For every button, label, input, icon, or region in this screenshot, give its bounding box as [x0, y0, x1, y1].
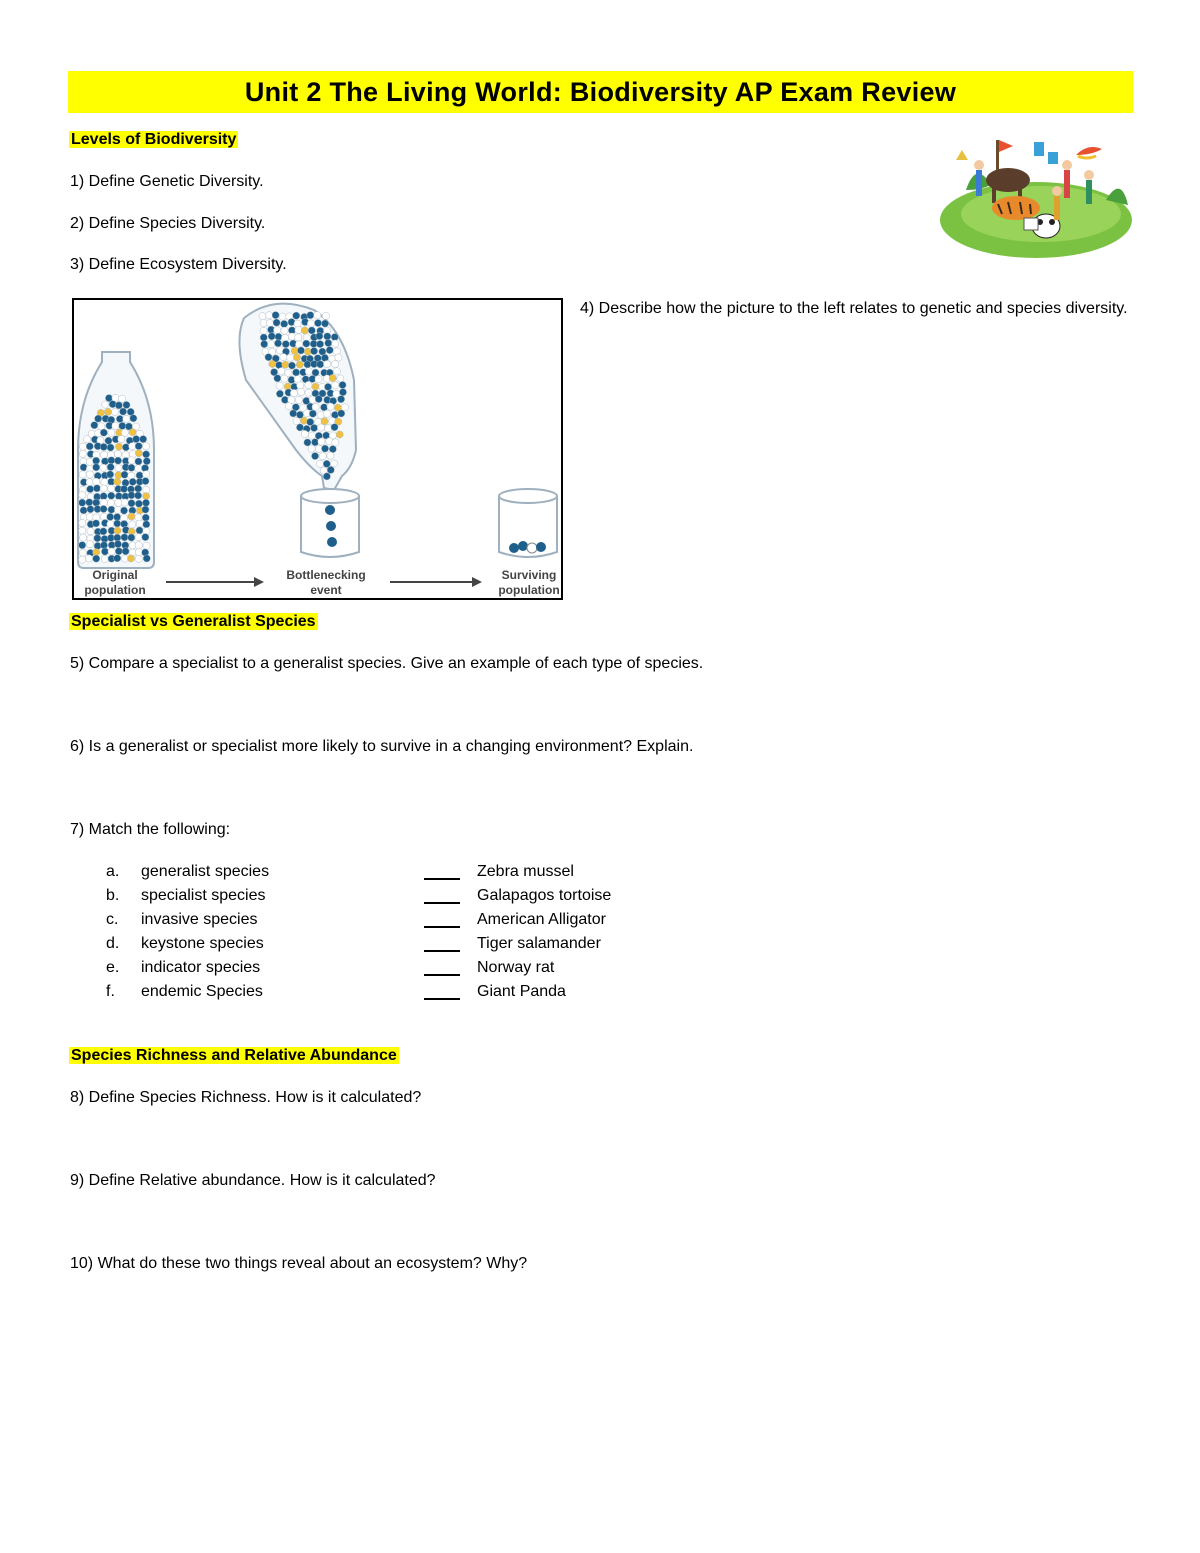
- bead: [123, 415, 130, 422]
- bead: [317, 424, 324, 431]
- bead: [114, 513, 121, 520]
- question-8: 8) Define Species Richness. How is it calculated?: [70, 1089, 422, 1106]
- bead: [100, 451, 107, 458]
- bead: [140, 436, 147, 443]
- bead: [86, 443, 93, 450]
- bead: [135, 450, 142, 457]
- bead: [115, 548, 122, 555]
- bead: [327, 466, 334, 473]
- match-option: Tiger salamander: [477, 935, 601, 952]
- bead: [295, 396, 302, 403]
- bead: [93, 485, 100, 492]
- label-surviving-population: Surviving population: [498, 568, 560, 597]
- bead: [339, 389, 346, 396]
- bead: [121, 429, 128, 436]
- bead: [321, 320, 328, 327]
- bead: [104, 408, 111, 415]
- bead: [282, 361, 289, 368]
- bead: [121, 534, 128, 541]
- answer-blank[interactable]: [424, 926, 460, 928]
- bead: [321, 445, 328, 452]
- bead: [94, 535, 101, 542]
- bead: [100, 542, 107, 549]
- section-heading-levels: Levels of Biodiversity: [71, 131, 237, 148]
- bead: [323, 360, 330, 367]
- bead: [281, 327, 288, 334]
- bead: [79, 542, 86, 549]
- bead: [107, 521, 114, 528]
- bead: [308, 445, 315, 452]
- bead: [86, 471, 93, 478]
- bead: [143, 451, 150, 458]
- bead: [296, 361, 303, 368]
- bead: [120, 485, 127, 492]
- bead: [93, 555, 100, 562]
- bead: [143, 442, 150, 449]
- bead: [314, 312, 321, 319]
- bead: [311, 452, 318, 459]
- bead: [142, 499, 149, 506]
- bead: [114, 541, 121, 548]
- bead: [333, 368, 340, 375]
- question-3: 3) Define Ecosystem Diversity.: [70, 256, 287, 273]
- match-row: [0, 932, 700, 956]
- question-6: 6) Is a generalist or specialist more likely to survive in a changing environment? Explain.: [70, 738, 694, 755]
- bead: [310, 340, 317, 347]
- bead: [118, 435, 125, 442]
- bead: [288, 333, 295, 340]
- bead: [325, 425, 332, 432]
- bead: [314, 319, 321, 326]
- bead: [281, 320, 288, 327]
- bead: [133, 436, 140, 443]
- bead: [95, 415, 102, 422]
- match-term: indicator species: [141, 959, 261, 976]
- bead: [87, 485, 94, 492]
- bead: [266, 312, 273, 319]
- bead: [293, 417, 300, 424]
- bead: [121, 471, 128, 478]
- bead: [323, 460, 330, 467]
- bead: [290, 389, 297, 396]
- bead: [101, 458, 108, 465]
- bead: [87, 528, 94, 535]
- bead: [85, 555, 92, 562]
- bead: [135, 500, 142, 507]
- bead: [292, 369, 299, 376]
- bead: [83, 436, 90, 443]
- bead: [128, 492, 135, 499]
- bead: [115, 443, 122, 450]
- bead: [308, 327, 315, 334]
- bead: [281, 375, 288, 382]
- bead: [319, 453, 326, 460]
- bead: [135, 465, 142, 472]
- bead: [279, 313, 286, 320]
- bead: [285, 403, 292, 410]
- bead: [300, 417, 307, 424]
- bead: [323, 410, 330, 417]
- section-heading-richness: Species Richness and Relative Abundance: [71, 1047, 397, 1064]
- bead: [295, 334, 302, 341]
- bead: [329, 374, 336, 381]
- bead: [86, 479, 93, 486]
- question-4: 4) Describe how the picture to the left relates to genetic and species diversity.: [580, 300, 1128, 317]
- bead: [86, 541, 93, 548]
- bead: [114, 450, 121, 457]
- bead: [114, 555, 121, 562]
- bead: [143, 471, 150, 478]
- bead: [94, 542, 101, 549]
- bead: [268, 341, 275, 348]
- bead: [287, 354, 294, 361]
- bead: [265, 354, 272, 361]
- bead: [79, 499, 86, 506]
- bead: [129, 478, 136, 485]
- bead: [307, 320, 314, 327]
- bead: [274, 340, 281, 347]
- bead: [280, 353, 287, 360]
- bead: [115, 493, 122, 500]
- bead: [143, 521, 150, 528]
- bottleneck-diagram: [74, 300, 561, 598]
- bead: [331, 360, 338, 367]
- bead: [123, 401, 130, 408]
- bead: [135, 492, 142, 499]
- bead: [276, 390, 283, 397]
- bead: [261, 341, 268, 348]
- bead: [269, 360, 276, 367]
- bead: [122, 548, 129, 555]
- bead: [276, 382, 283, 389]
- bead: [335, 354, 342, 361]
- answer-blank[interactable]: [424, 878, 460, 880]
- bead: [100, 443, 107, 450]
- bead: [114, 534, 121, 541]
- bead: [337, 375, 344, 382]
- bead: [107, 513, 114, 520]
- bead: [108, 457, 115, 464]
- bead: [320, 404, 327, 411]
- bead: [274, 375, 281, 382]
- match-term: generalist species: [141, 863, 270, 880]
- bead: [79, 471, 86, 478]
- bead: [129, 429, 136, 436]
- bead: [129, 521, 136, 528]
- bead: [282, 341, 289, 348]
- bead: [79, 443, 86, 450]
- bead: [142, 514, 149, 521]
- match-row: [0, 884, 700, 908]
- bead: [332, 340, 339, 347]
- bead: [143, 458, 150, 465]
- bead: [142, 492, 149, 499]
- bead: [127, 555, 134, 562]
- bead: [304, 361, 311, 368]
- bead: [310, 347, 317, 354]
- bead: [79, 527, 86, 534]
- bottleneck-figure: [72, 298, 563, 600]
- bead: [317, 460, 324, 467]
- bead: [100, 464, 107, 471]
- bead: [101, 556, 108, 563]
- bead: [79, 549, 86, 556]
- bead: [305, 368, 312, 375]
- bead: [101, 478, 108, 485]
- bead: [128, 513, 135, 520]
- bead: [108, 485, 115, 492]
- bead: [260, 334, 267, 341]
- match-letter: c.: [106, 911, 119, 928]
- bead: [91, 422, 98, 429]
- bead: [115, 499, 122, 506]
- bead: [79, 450, 86, 457]
- match-letter: e.: [106, 959, 120, 976]
- bead: [327, 403, 334, 410]
- bead: [111, 408, 118, 415]
- match-option: American Alligator: [477, 911, 606, 928]
- match-row: [0, 980, 700, 1004]
- bead: [108, 548, 115, 555]
- page-title: Unit 2 The Living World: Biodiversity AP Exam Review: [68, 71, 1133, 113]
- question-2: 2) Define Species Diversity.: [70, 215, 266, 232]
- answer-blank[interactable]: [424, 950, 460, 952]
- bead: [266, 320, 273, 327]
- question-5: 5) Compare a specialist to a generalist species. Give an example of each type of species.: [70, 655, 704, 672]
- biodiversity-illustration: [936, 130, 1132, 260]
- bead: [312, 403, 319, 410]
- bead: [315, 376, 322, 383]
- bead: [135, 458, 142, 465]
- bead: [120, 507, 127, 514]
- bead: [275, 333, 282, 340]
- bead: [142, 534, 149, 541]
- bead: [80, 507, 87, 514]
- match-term: invasive species: [141, 911, 258, 928]
- bead: [79, 519, 86, 526]
- bead: [331, 424, 338, 431]
- bead: [80, 534, 87, 541]
- bead: [331, 333, 338, 340]
- answer-blank[interactable]: [424, 902, 460, 904]
- bead: [259, 313, 266, 320]
- bead: [135, 534, 142, 541]
- bead: [114, 527, 121, 534]
- bead: [338, 410, 345, 417]
- bead: [79, 556, 86, 563]
- bead: [293, 312, 300, 319]
- bead: [288, 362, 295, 369]
- bead: [260, 319, 267, 326]
- bead: [329, 446, 336, 453]
- question-7: 7) Match the following:: [70, 821, 231, 838]
- bead: [79, 491, 86, 498]
- match-term: keystone species: [141, 935, 264, 952]
- bead: [143, 542, 150, 549]
- bead: [305, 389, 312, 396]
- bead: [135, 542, 142, 549]
- section-heading-specialist: Specialist vs Generalist Species: [71, 613, 316, 630]
- bead: [128, 457, 135, 464]
- bead: [301, 430, 308, 437]
- bead: [121, 499, 128, 506]
- bead: [303, 340, 310, 347]
- bead: [301, 327, 308, 334]
- bead: [101, 548, 108, 555]
- bead: [107, 499, 114, 506]
- bead: [128, 464, 135, 471]
- bead: [135, 443, 142, 450]
- bead: [312, 369, 319, 376]
- bead: [108, 506, 115, 513]
- bead: [330, 460, 337, 467]
- bead: [315, 395, 322, 402]
- match-letter: d.: [106, 935, 120, 952]
- bead: [108, 492, 115, 499]
- bead: [297, 347, 304, 354]
- bead: [142, 506, 149, 513]
- bead: [130, 415, 137, 422]
- bead: [332, 439, 339, 446]
- match-term: endemic Species: [141, 983, 263, 1000]
- bead: [114, 520, 121, 527]
- bead: [105, 437, 112, 444]
- answer-blank[interactable]: [424, 974, 460, 976]
- bead: [274, 326, 281, 333]
- bead: [119, 408, 126, 415]
- bead: [337, 396, 344, 403]
- match-term: specialist species: [141, 887, 266, 904]
- bead: [100, 499, 107, 506]
- bead: [119, 422, 126, 429]
- bead: [135, 555, 142, 562]
- bead: [93, 457, 100, 464]
- bead: [93, 478, 100, 485]
- bead: [278, 368, 285, 375]
- bead: [100, 493, 107, 500]
- bead: [290, 410, 297, 417]
- bead: [100, 505, 107, 512]
- bead: [324, 333, 331, 340]
- bead: [316, 332, 323, 339]
- bead: [336, 431, 343, 438]
- bead: [114, 457, 121, 464]
- bead: [312, 383, 319, 390]
- bead: [293, 354, 300, 361]
- label-original-population: Original population: [84, 568, 146, 597]
- bead: [143, 555, 150, 562]
- bead: [128, 534, 135, 541]
- bead: [135, 485, 142, 492]
- bead: [317, 411, 324, 418]
- bead: [322, 312, 329, 319]
- bead: [136, 527, 143, 534]
- answer-blank[interactable]: [424, 998, 460, 1000]
- bead: [115, 402, 122, 409]
- question-10: 10) What do these two things reveal about an ecosystem? Why?: [70, 1255, 528, 1272]
- label-bottlenecking-event: Bottlenecking event: [286, 568, 366, 597]
- match-row: [0, 956, 700, 980]
- bead: [122, 444, 129, 451]
- bead: [127, 408, 134, 415]
- bead: [308, 432, 315, 439]
- question-1: 1) Define Genetic Diversity.: [70, 173, 264, 190]
- bead: [325, 339, 332, 346]
- bead: [268, 333, 275, 340]
- bead: [316, 340, 323, 347]
- bead: [115, 464, 122, 471]
- bead: [272, 312, 279, 319]
- bead: [100, 429, 107, 436]
- match-letter: b.: [106, 887, 120, 904]
- bead: [86, 513, 93, 520]
- bead: [318, 438, 325, 445]
- bead: [305, 381, 312, 388]
- match-letter: f.: [106, 983, 115, 1000]
- bead: [100, 528, 107, 535]
- bead: [296, 424, 303, 431]
- match-option: Norway rat: [477, 959, 555, 976]
- bead: [119, 395, 126, 402]
- match-row: [0, 860, 700, 884]
- bead: [323, 473, 330, 480]
- bead: [129, 443, 136, 450]
- bead: [93, 499, 100, 506]
- bead: [107, 463, 114, 470]
- bead: [297, 382, 304, 389]
- bead: [102, 401, 109, 408]
- bead: [327, 452, 334, 459]
- question-9: 9) Define Relative abundance. How is it calculated?: [70, 1172, 436, 1189]
- bead: [260, 327, 267, 334]
- bead: [92, 520, 99, 527]
- bead: [87, 506, 94, 513]
- bead: [108, 429, 115, 436]
- bead: [136, 520, 143, 527]
- bead: [312, 439, 319, 446]
- bead: [310, 424, 317, 431]
- bead: [114, 478, 121, 485]
- bead: [339, 381, 346, 388]
- match-option: Galapagos tortoise: [477, 887, 612, 904]
- bead: [142, 478, 149, 485]
- bead: [112, 422, 119, 429]
- bead: [93, 464, 100, 471]
- bead: [332, 382, 339, 389]
- bead: [304, 439, 311, 446]
- match-option: Zebra mussel: [477, 863, 574, 880]
- bead: [326, 347, 333, 354]
- match-letter: a.: [106, 863, 120, 880]
- bead: [116, 415, 123, 422]
- bead: [128, 500, 135, 507]
- bead: [324, 383, 331, 390]
- bead: [288, 396, 295, 403]
- bead: [107, 444, 114, 451]
- bead: [307, 312, 314, 319]
- bead: [100, 485, 107, 492]
- bead: [317, 361, 324, 368]
- match-option: Giant Panda: [477, 983, 566, 1000]
- bead: [107, 471, 114, 478]
- match-row: [0, 908, 700, 932]
- bead: [86, 499, 93, 506]
- bead: [309, 410, 316, 417]
- bead: [297, 389, 304, 396]
- bead: [273, 319, 280, 326]
